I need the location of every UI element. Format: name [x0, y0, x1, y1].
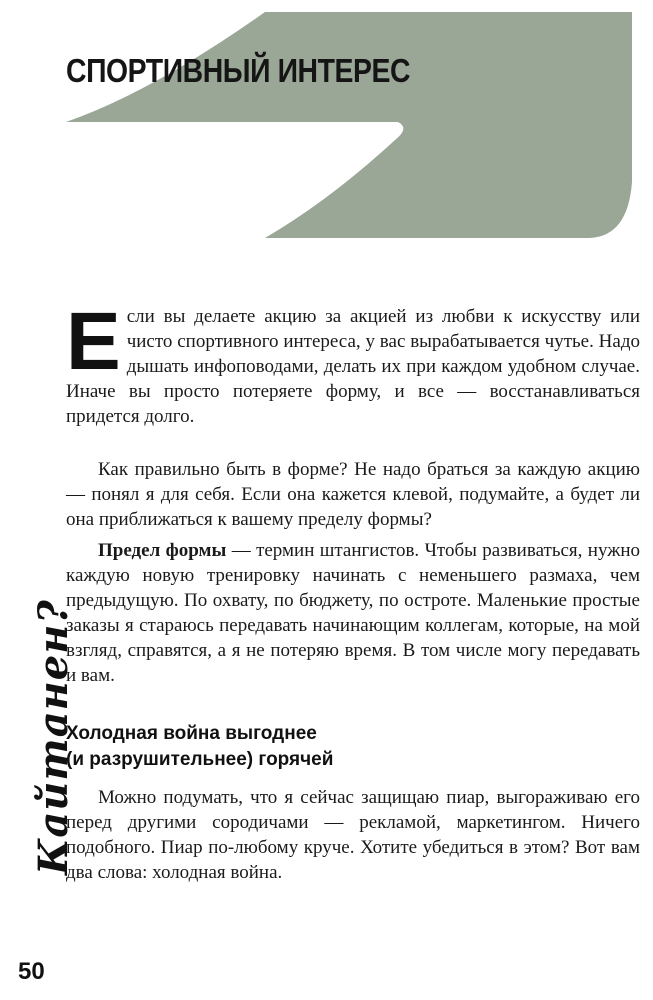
section-subheading — [66, 721, 640, 773]
article-body — [66, 258, 640, 885]
paragraph-intro-text: сли вы делаете акцию за акцией из любви к искусству или чисто спортивного интереса, у вас вырабатывается чутье. Надо дышать инфоповодами, делать их при каждом удобном случае. Иначе вы просто потеряете форму, и все — восстанавливаться придется долго. — [66, 306, 640, 427]
paragraph-form-question: Как правильно быть в форме? Не надо браться за каждую акцию — понял я для себя. Если она кажется клевой, подумайте, а будет ли она приближаться к вашему пределу формы? — [66, 459, 640, 530]
term-form-limit: Предел формы — [98, 540, 227, 561]
banner-fill — [66, 12, 632, 238]
subheading-line-2: (и разрушительнее) горячей — [66, 749, 334, 770]
paragraph-cold-war: Можно подумать, что я сейчас защищаю пиар, выгораживаю его перед другими сородичами — рекламой, маркетингом. Ничего подобного. Пиар по-любому круче. Хотите убедиться в этом? Вот вам два слова: холодная война. — [66, 787, 640, 883]
banner-shape — [0, 0, 653, 260]
drop-cap: Е — [66, 296, 121, 387]
subheading-line-1: Холодная война выгоднее — [66, 723, 317, 744]
page-number: 50 — [18, 958, 45, 985]
paragraph-intro — [66, 258, 640, 429]
paragraph-form-limit — [66, 538, 640, 688]
chapter-banner — [0, 0, 653, 260]
side-logo: Кайтанен? — [30, 599, 77, 875]
chapter-title: СПОРТИВНЫЙ ИНТЕРЕС — [66, 52, 411, 89]
paragraph-form-limit-text: — термин штангистов. Чтобы развиваться, нужно каждую новую тренировку начинать с неменьшего размаха, чем предыдущую. По охвату, по бюджету, по остроте. Маленькие простые заказы я стараюсь передавать начинающим коллегам, которые, на мой взгляд, справятся, а я не потеряю время. В том числе могу передавать и вам. — [66, 540, 640, 686]
